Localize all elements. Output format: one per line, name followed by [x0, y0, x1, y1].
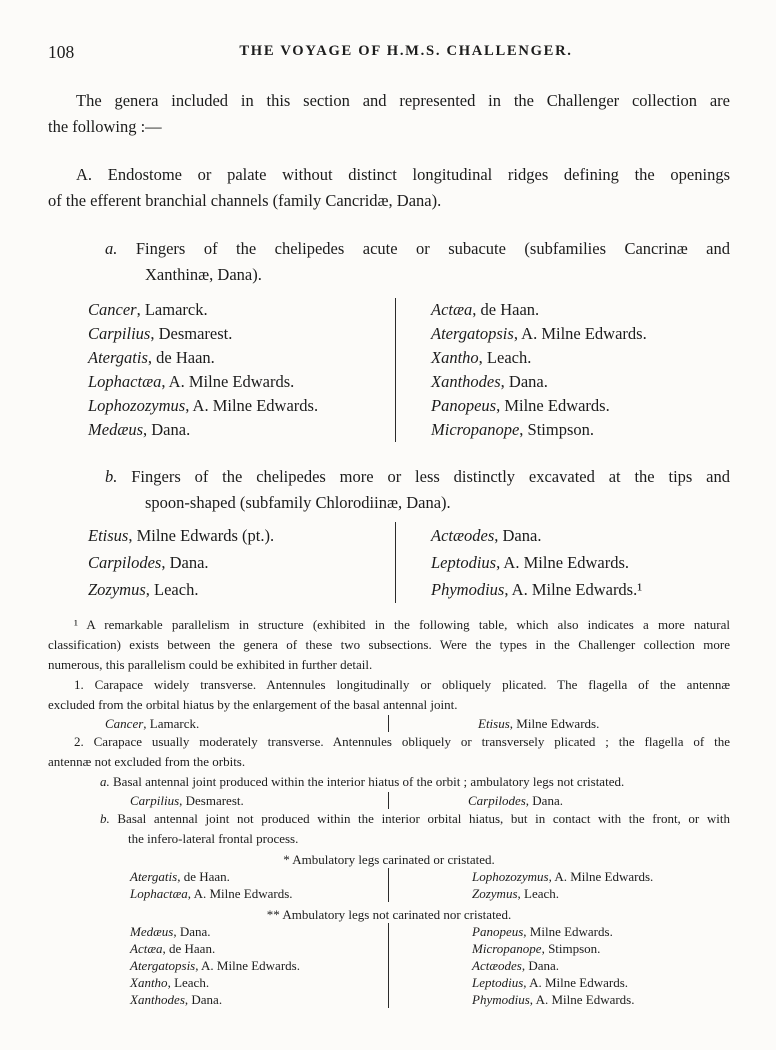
- genus-author: , A. Milne Edwards.: [185, 396, 319, 415]
- genus-name: Carpilius: [88, 324, 151, 343]
- genus-name: Leptodius: [472, 975, 524, 990]
- genus-entry: [88, 418, 395, 442]
- genus-entry: [431, 522, 730, 549]
- genus-name: Actæodes: [472, 958, 522, 973]
- genus-author: , A. Milne Edwards.: [496, 553, 629, 572]
- genus-name: Xanthodes: [431, 372, 501, 391]
- footnote-pair-2: [48, 792, 730, 809]
- genus-name: Cancer: [105, 716, 144, 731]
- genus-column-right: [388, 868, 730, 902]
- genus-name: Medæus: [88, 420, 143, 439]
- genus-column-right: [395, 522, 730, 603]
- footnote-sub-b: [100, 809, 730, 849]
- genus-list-2: [88, 522, 730, 603]
- genus-author: , Leach.: [478, 348, 532, 367]
- genus-author: , de Haan.: [177, 869, 230, 884]
- genus-author: , Dana.: [525, 793, 563, 808]
- genus-author: , Milne Edwards.: [496, 396, 610, 415]
- genus-author: , Dana.: [173, 924, 211, 939]
- genus-name: Lophozozymus: [88, 396, 186, 415]
- genus-name: Atergatopsis: [431, 324, 514, 343]
- genus-name: Atergatopsis: [130, 958, 196, 973]
- genus-author: , de Haan.: [147, 348, 215, 367]
- star-heading-1: * Ambulatory legs carinated or cristated.: [283, 852, 495, 867]
- genus-entry: [88, 346, 395, 370]
- section-a-paragraph: [48, 162, 730, 214]
- text-line: The genera included in this section and represented in the Challenger collection are: [76, 91, 730, 110]
- star-list-1: [48, 868, 730, 902]
- genus-name: Xantho: [130, 975, 168, 990]
- subsection-a-paragraph: [105, 236, 730, 288]
- genus-entry: [130, 868, 388, 885]
- genus-author: , Stimpson.: [541, 941, 601, 956]
- genus-name: Actæa: [431, 300, 473, 319]
- text-line: ¹ A remarkable parallelism in structure (exhibited in the following table, which also indicates a more natural: [74, 617, 730, 632]
- genus-name: Xantho: [431, 348, 479, 367]
- genus-name: Carpilius: [130, 793, 180, 808]
- genus-author: , A. Milne Edwards.: [195, 958, 300, 973]
- genus-name: Actæodes: [431, 526, 495, 545]
- genus-entry: [88, 370, 395, 394]
- genus-entry: [88, 298, 395, 322]
- text-line: of the efferent branchial channels (family Cancridæ, Dana).: [48, 191, 442, 210]
- genus-name: Panopeus: [431, 396, 497, 415]
- text-line: [48, 162, 730, 188]
- genus-name: Atergatis: [130, 869, 178, 884]
- genus-author: , A. Milne Edwards.: [529, 992, 635, 1007]
- genus-entry: [431, 346, 730, 370]
- genus-author: , A. Milne Edwards.: [161, 372, 295, 391]
- genus-name: Atergatis: [88, 348, 148, 367]
- genus-author: , Dana.: [521, 958, 560, 973]
- genus-name: Etisus: [478, 716, 510, 731]
- genus-author: , Milne Edwards.: [509, 716, 600, 731]
- genus-column-left: [88, 298, 395, 442]
- genus-entry: [431, 370, 730, 394]
- genus-name: Medæus: [130, 924, 174, 939]
- genus-entry: [472, 974, 730, 991]
- text-line: 2. Carapace usually moderately transverse. Antennules obliquely or transversely plicated ; the flagella of the: [74, 734, 730, 749]
- subsection-text: Fingers of the chelipedes more or less distinctly excavated at the tips and: [131, 467, 731, 486]
- text-line: the infero-lateral frontal process.: [128, 831, 299, 846]
- genus-name: Panopeus: [472, 924, 524, 939]
- genus-author: , Dana.: [143, 420, 191, 439]
- genus-entry: [130, 991, 388, 1008]
- genus-author: , Leach.: [145, 580, 199, 599]
- intro-paragraph: [48, 88, 730, 140]
- genus-entry: [130, 974, 388, 991]
- text-line: 1. Carapace widely transverse. Antennules longitudinally or obliquely plicated. The flagella of the antennæ: [74, 677, 730, 692]
- genus-entry: [472, 940, 730, 957]
- footnote-pair-1: [48, 715, 730, 732]
- genus-name: Lophozozymus: [472, 869, 549, 884]
- page-number: 108: [48, 42, 75, 62]
- genus-name: Cancer: [88, 300, 137, 319]
- footnote-sub-a: [100, 772, 730, 792]
- genus-entry: [130, 940, 388, 957]
- genus-name: Leptodius: [431, 553, 497, 572]
- genus-column-left: [48, 868, 388, 902]
- genus-entry: [472, 868, 730, 885]
- genus-entry: [388, 715, 730, 732]
- genus-column-right: [395, 298, 730, 442]
- text-line: [105, 236, 730, 262]
- genus-author: , Dana.: [500, 372, 548, 391]
- genus-entry: [431, 549, 730, 576]
- genus-name: Carpilodes: [88, 553, 162, 572]
- genus-name: Lophactæa: [130, 886, 188, 901]
- genus-entry: [472, 957, 730, 974]
- genus-author: , A. Milne Edwards.: [187, 886, 293, 901]
- genus-entry: [88, 522, 395, 549]
- subsection-b-paragraph: [105, 464, 730, 516]
- genus-author: , A. Milne Edwards.: [548, 869, 654, 884]
- genus-entry: [431, 394, 730, 418]
- genus-column-left: [88, 522, 395, 603]
- genus-entry: [431, 322, 730, 346]
- star-heading-2: ** Ambulatory legs not carinated nor cristated.: [266, 907, 512, 922]
- genus-author: , Desmarest.: [179, 793, 244, 808]
- subsection-label: b.: [100, 811, 110, 826]
- subsection-text: Fingers of the chelipedes acute or subacute (subfamilies Cancrinæ and: [135, 239, 730, 258]
- genus-author: , Milne Edwards (pt.).: [128, 526, 275, 545]
- genus-name: Xanthodes: [130, 992, 185, 1007]
- footnote-block: [48, 615, 730, 1008]
- text-line: antennæ not excluded from the orbits.: [48, 754, 246, 769]
- text-line: excluded from the orbital hiatus by the enlargement of the basal antennal joint.: [48, 697, 458, 712]
- text-line: [100, 809, 730, 829]
- genus-name: Etisus: [88, 526, 129, 545]
- page-header: [48, 40, 730, 66]
- genus-entry: [431, 298, 730, 322]
- genus-entry: [88, 394, 395, 418]
- genus-author: , A. Milne Edwards.: [513, 324, 647, 343]
- genus-author: , Desmarest.: [150, 324, 233, 343]
- genus-author: , A. Milne Edwards.: [523, 975, 629, 990]
- genus-author: , Dana.: [494, 526, 542, 545]
- subsection-label: a.: [105, 239, 118, 258]
- footnote-paragraph: [48, 615, 730, 675]
- genus-column-left: [48, 923, 388, 1008]
- genus-author: , de Haan.: [472, 300, 540, 319]
- genus-author: , Lamarck.: [136, 300, 208, 319]
- genus-author: , A. Milne Edwards.¹: [504, 580, 643, 599]
- genus-author: , Stimpson.: [519, 420, 595, 439]
- genus-column-right: [388, 923, 730, 1008]
- genus-author: , Dana.: [184, 992, 223, 1007]
- genus-list-1: [88, 298, 730, 442]
- footnote-item-1: [48, 675, 730, 715]
- genus-entry: [472, 923, 730, 940]
- genus-author: , Milne Edwards.: [523, 924, 613, 939]
- genus-entry: [130, 885, 388, 902]
- genus-name: Zozymus: [472, 886, 518, 901]
- text-line: [105, 464, 730, 490]
- genus-entry: [472, 991, 730, 1008]
- text-line: Xanthinæ, Dana).: [145, 265, 262, 284]
- genus-entry: [88, 576, 395, 603]
- text-line: the following :—: [48, 117, 162, 136]
- subsection-label: a.: [100, 774, 110, 789]
- genus-name: Micropanope: [472, 941, 542, 956]
- genus-name: Actæa: [130, 941, 163, 956]
- genus-name: Phymodius: [472, 992, 530, 1007]
- genus-author: , de Haan.: [162, 941, 216, 956]
- genus-author: , Lamarck.: [143, 716, 200, 731]
- genus-name: Micropanope: [431, 420, 520, 439]
- genus-author: , Dana.: [161, 553, 209, 572]
- genus-entry: [130, 923, 388, 940]
- genus-name: Phymodius: [431, 580, 505, 599]
- section-label: A.: [76, 165, 93, 184]
- genus-name: Zozymus: [88, 580, 146, 599]
- genus-author: , Leach.: [517, 886, 560, 901]
- genus-name: Carpilodes: [468, 793, 526, 808]
- genus-name: Lophactæa: [88, 372, 162, 391]
- subsection-label: b.: [105, 467, 118, 486]
- genus-entry: [431, 418, 730, 442]
- subsection-text: Basal antennal joint produced within the interior hiatus of the orbit ; ambulatory legs not cristated.: [113, 774, 625, 789]
- genus-entry: [388, 792, 730, 809]
- footnote-item-2: [48, 732, 730, 772]
- genus-entry: [431, 576, 730, 603]
- text-line: [100, 772, 730, 792]
- section-text: Endostome or palate without distinct longitudinal ridges defining the openings: [107, 165, 731, 184]
- subsection-text: Basal antennal joint not produced within the interior orbital hiatus, but in contact with the front, or with: [117, 811, 730, 826]
- star-list-2: [48, 923, 730, 1008]
- text-line: numerous, this parallelism could be exhibited in further detail.: [48, 657, 373, 672]
- text-line: spoon-shaped (subfamily Chlorodiinæ, Dana).: [145, 493, 451, 512]
- genus-entry: [48, 715, 388, 732]
- genus-entry: [472, 885, 730, 902]
- genus-entry: [130, 957, 388, 974]
- genus-entry: [88, 549, 395, 576]
- text-line: classification) exists between the genera of these two subsections. Were the types in the Challenger collection more: [48, 637, 730, 652]
- running-title: THE VOYAGE OF H.M.S. CHALLENGER.: [239, 43, 573, 59]
- genus-entry: [48, 792, 388, 809]
- genus-entry: [88, 322, 395, 346]
- genus-author: , Leach.: [167, 975, 210, 990]
